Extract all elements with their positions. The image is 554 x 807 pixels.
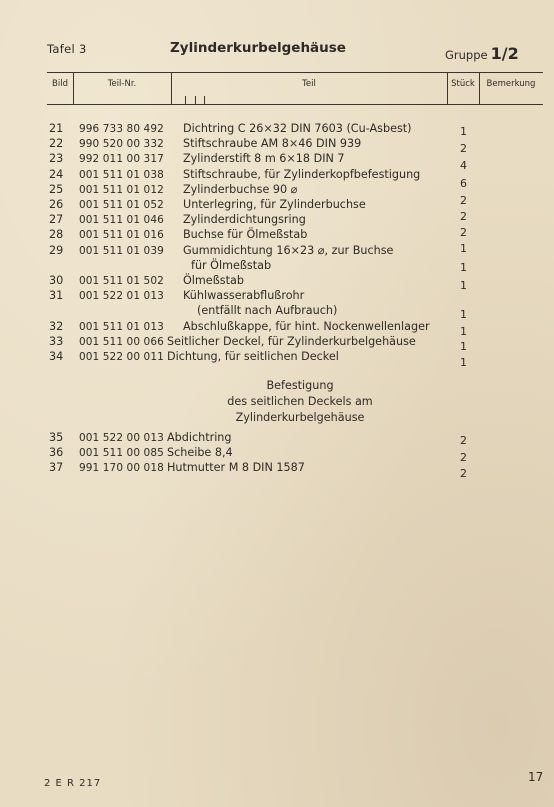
row-teil-nr: 001 511 01 039 [79, 244, 164, 257]
group-label-text: Gruppe [445, 48, 488, 62]
row-stueck: 1 [460, 339, 467, 353]
row-bild: 34 [49, 350, 64, 363]
row-stueck: 4 [460, 159, 467, 173]
row-teil: Zylinderdichtungsring [183, 213, 306, 227]
row-bild: 26 [49, 198, 64, 211]
row-stueck: 1 [460, 279, 467, 292]
row-teil: Stiftschraube, für Zylinderkopfbefestigung [183, 167, 421, 181]
row-teil: Gummidichtung 16×23 ⌀, zur Buchse [183, 243, 394, 257]
row-bild: 36 [49, 446, 64, 459]
row-teil: Abdichtring [167, 431, 232, 444]
section-heading-2: des seitlichen Deckels am [227, 395, 373, 408]
row-bild: 24 [49, 167, 64, 181]
row-bild: 37 [49, 461, 64, 474]
row-bild: 28 [49, 228, 64, 242]
row-stueck: 1 [460, 308, 467, 322]
row-stueck: 2 [460, 193, 467, 207]
row-stueck: 1 [460, 260, 467, 274]
row-teil-nr: 991 170 00 018 [79, 462, 164, 474]
row-teil-nr: 001 511 01 016 [79, 229, 164, 242]
row-bild: 31 [49, 289, 64, 303]
row-teil: Unterlegring, für Zylinderbuchse [183, 198, 366, 211]
table-label: Tafel 3 [47, 42, 87, 56]
row-stueck: 1 [460, 356, 467, 369]
page-number: 17 [528, 770, 544, 784]
row-teil-nr: 001 511 01 502 [79, 275, 164, 287]
row-stueck: 2 [460, 142, 467, 156]
row-teil: Kühlwasserabflußrohr [183, 289, 305, 303]
row-teil: Stiftschraube AM 8×46 DIN 939 [183, 137, 362, 151]
row-teil: Dichtung, für seitlichen Deckel [167, 350, 339, 363]
row-stueck: 6 [460, 176, 467, 190]
row-stueck: 1 [460, 242, 467, 256]
row-teil: Dichtring C 26×32 DIN 7603 (Cu-Asbest) [183, 122, 412, 135]
row-stueck: 2 [460, 226, 467, 240]
row-teil: Abschlußkappe, für hint. Nockenwellenlager [183, 319, 430, 333]
row-teil: Hutmutter M 8 DIN 1587 [167, 461, 305, 474]
row-teil-nr: 990 520 00 332 [79, 138, 164, 151]
col-bild: Bild [52, 78, 68, 89]
group-label [445, 44, 519, 63]
row-teil-nr: 001 511 00 085 [79, 447, 164, 459]
row-teil-nr: 996 733 80 492 [79, 123, 164, 135]
footer-code: 2 E R 217 [44, 778, 102, 789]
row-stueck: 1 [460, 125, 467, 138]
row-bild: 22 [49, 137, 64, 151]
row-teil: für Ölmeßstab [191, 258, 272, 272]
row-bild: 33 [49, 334, 64, 348]
row-stueck: 1 [460, 324, 467, 338]
row-teil: (entfällt nach Aufbrauch) [197, 304, 338, 318]
col-stueck: Stück [451, 78, 475, 89]
col-bemerkung: Bemerkung [486, 78, 536, 89]
col-teil-nr: Teil-Nr. [107, 78, 137, 89]
row-teil-nr: 001 522 00 013 [79, 432, 164, 444]
row-stueck: 2 [460, 434, 467, 447]
row-bild: 29 [49, 243, 64, 257]
row-teil-nr: 001 511 00 066 [79, 335, 164, 348]
group-number: 1/2 [490, 44, 519, 63]
row-teil: Scheibe 8,4 [167, 446, 233, 459]
col-teil: Teil [302, 78, 316, 89]
row-teil-nr: 001 522 00 011 [79, 351, 164, 363]
row-teil-nr: 001 511 01 052 [79, 199, 164, 211]
row-bild: 32 [49, 319, 64, 333]
row-teil-nr: 001 511 01 012 [79, 183, 164, 196]
row-teil: Zylinderstift 8 m 6×18 DIN 7 [183, 152, 345, 166]
row-teil: Zylinderbuchse 90 ⌀ [183, 182, 298, 196]
section-heading-3: Zylinderkurbelgehäuse [235, 411, 365, 424]
row-teil: Ölmeßstab [183, 274, 244, 287]
row-bild: 21 [49, 122, 64, 135]
page-title: Zylinderkurbelgehäuse [170, 40, 346, 56]
row-stueck: 2 [460, 467, 467, 480]
row-bild: 30 [49, 274, 64, 287]
row-teil-nr: 001 522 01 013 [79, 290, 164, 303]
row-teil-nr: 992 011 00 317 [79, 153, 164, 166]
row-bild: 27 [49, 213, 64, 227]
section-heading-1: Befestigung [266, 379, 334, 392]
row-teil-nr: 001 511 01 046 [79, 214, 164, 227]
row-stueck: 2 [460, 451, 467, 464]
row-teil-nr: 001 511 01 013 [79, 320, 164, 333]
row-bild: 23 [49, 152, 64, 166]
row-teil: Seitlicher Deckel, für Zylinderkurbelgehäuse [167, 334, 416, 348]
row-teil-nr: 001 511 01 038 [79, 168, 164, 181]
row-teil: Buchse für Ölmeßstab [183, 228, 308, 242]
table-header [47, 72, 543, 105]
row-bild: 25 [49, 182, 64, 196]
row-stueck: 2 [460, 210, 467, 223]
row-bild: 35 [49, 431, 64, 444]
